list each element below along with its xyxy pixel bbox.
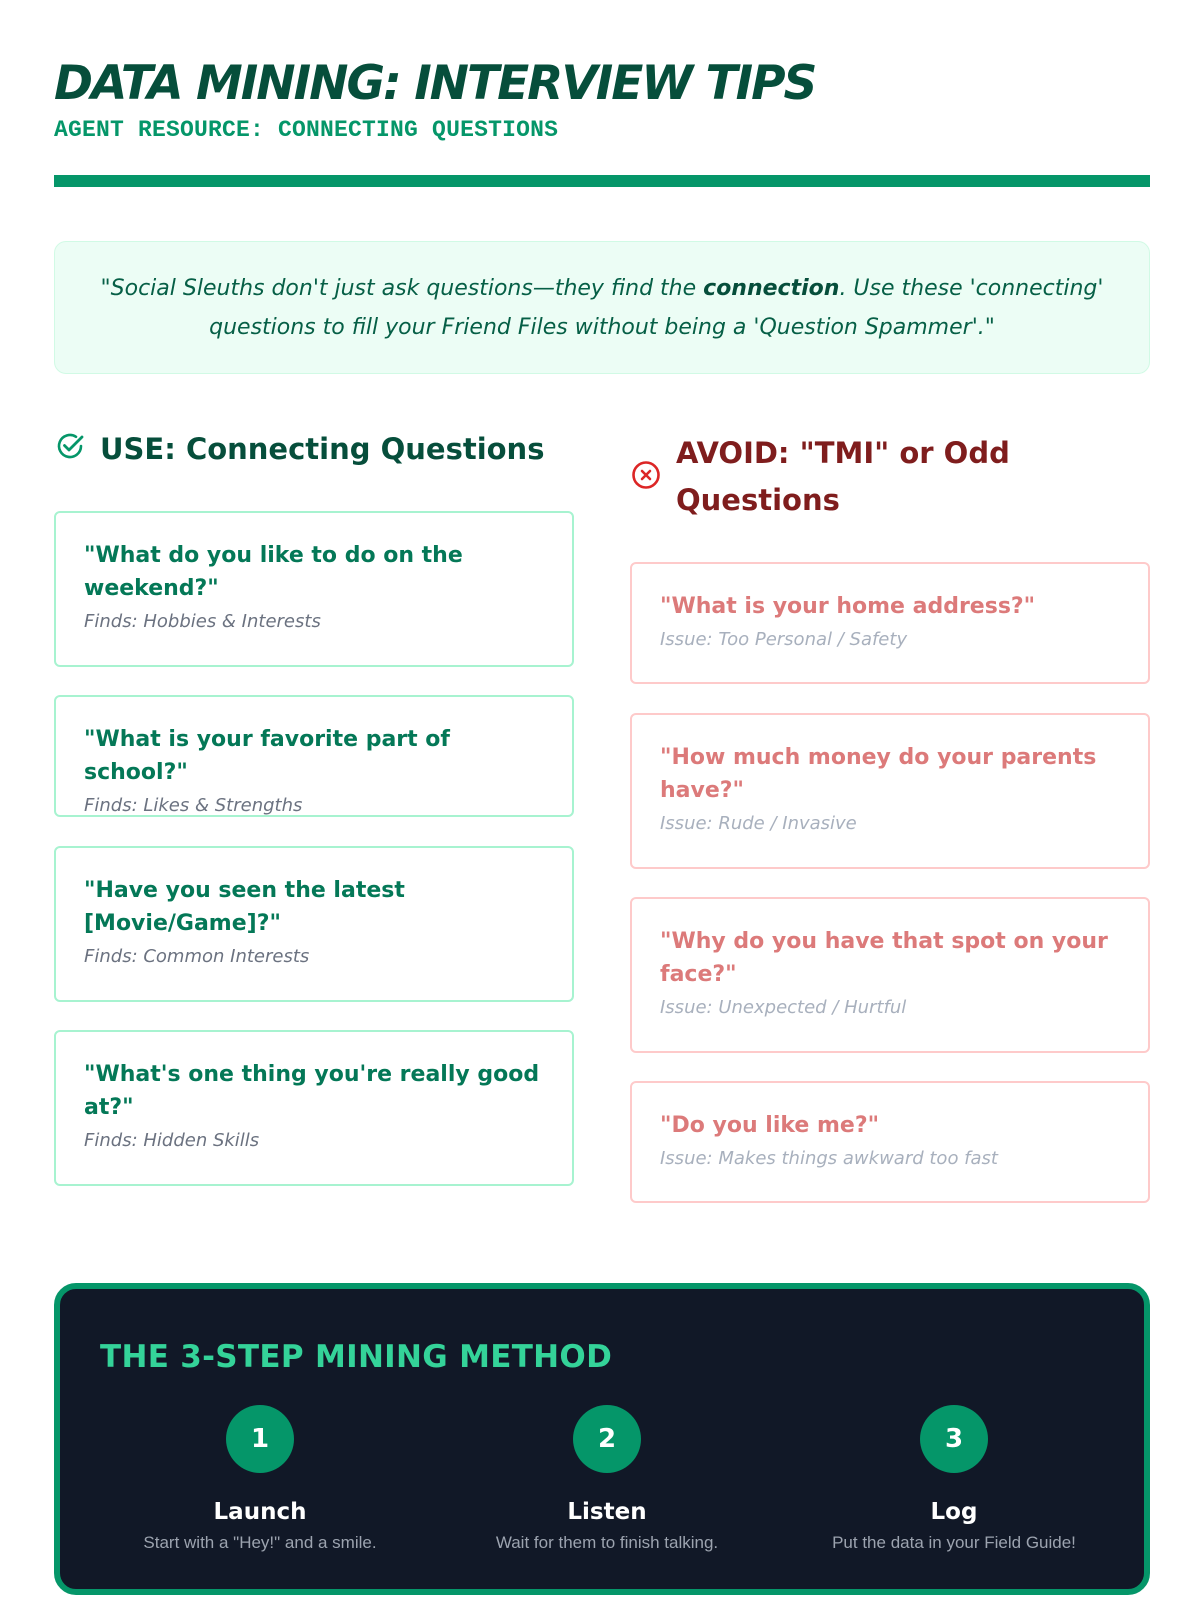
step-name: Log xyxy=(930,1499,978,1525)
intro-quote xyxy=(95,269,1109,347)
step-description: Start with a "Hey!" and a smile. xyxy=(143,1533,377,1552)
step-log xyxy=(784,1405,1124,1553)
avoid-section-heading xyxy=(630,430,1030,524)
page-title: DATA MINING: INTERVIEW TIPS xyxy=(54,56,816,111)
avoid-card xyxy=(630,1081,1150,1203)
intro-callout xyxy=(54,241,1150,374)
use-question: "What do you like to do on the weekend?" xyxy=(84,543,463,601)
avoid-issue: Issue: Rude / Invasive xyxy=(660,813,857,834)
x-circle-icon xyxy=(630,459,662,496)
use-card xyxy=(54,1030,574,1186)
use-finds: Finds: Hidden Skills xyxy=(84,1130,260,1151)
check-circle-icon xyxy=(54,430,86,467)
step-name: Launch xyxy=(213,1499,307,1525)
step-name: Listen xyxy=(567,1499,647,1525)
avoid-card xyxy=(630,897,1150,1053)
avoid-issue: Issue: Too Personal / Safety xyxy=(660,629,908,650)
use-question: "What's one thing you're really good at?" xyxy=(84,1062,540,1120)
step-number-badge: 3 xyxy=(920,1405,988,1473)
intro-text-end: . Use these 'connecting' questions to fill your Friend Files without being a 'Question Spammer'." xyxy=(209,275,1104,340)
use-question: "What is your favorite part of school?" xyxy=(84,727,450,785)
step-description: Wait for them to finish talking. xyxy=(495,1533,719,1552)
step-launch xyxy=(90,1405,430,1553)
method-title: THE 3-STEP MINING METHOD xyxy=(100,1339,613,1375)
use-card xyxy=(54,511,574,667)
step-number-badge: 1 xyxy=(226,1405,294,1473)
intro-text-start: "Social Sleuths don't just ask questions—they find the xyxy=(100,275,704,301)
intro-emphasis: connection xyxy=(703,275,840,301)
step-description: Put the data in your Field Guide! xyxy=(832,1533,1076,1552)
use-heading-label: USE: Connecting Questions xyxy=(100,431,545,466)
avoid-question: "What is your home address?" xyxy=(660,594,1036,619)
use-finds: Finds: Likes & Strengths xyxy=(84,795,303,816)
avoid-heading-label: AVOID: "TMI" or Odd Questions xyxy=(676,436,1010,517)
use-finds: Finds: Hobbies & Interests xyxy=(84,611,321,632)
avoid-card xyxy=(630,562,1150,684)
mining-method-panel xyxy=(54,1283,1150,1595)
avoid-question: "Why do you have that spot on your face?" xyxy=(660,929,1108,987)
avoid-question: "How much money do your parents have?" xyxy=(660,745,1097,803)
avoid-question: "Do you like me?" xyxy=(660,1113,880,1138)
use-card xyxy=(54,846,574,1002)
use-question: "Have you seen the latest [Movie/Game]?" xyxy=(84,878,405,936)
page-subtitle: AGENT RESOURCE: CONNECTING QUESTIONS xyxy=(54,117,559,143)
avoid-issue: Issue: Makes things awkward too fast xyxy=(660,1148,998,1169)
use-card xyxy=(54,695,574,817)
step-listen xyxy=(437,1405,777,1553)
step-number-badge: 2 xyxy=(573,1405,641,1473)
use-finds: Finds: Common Interests xyxy=(84,946,310,967)
avoid-card xyxy=(630,713,1150,869)
avoid-issue: Issue: Unexpected / Hurtful xyxy=(660,997,907,1018)
use-section-heading xyxy=(54,430,574,467)
header-divider xyxy=(54,175,1150,187)
